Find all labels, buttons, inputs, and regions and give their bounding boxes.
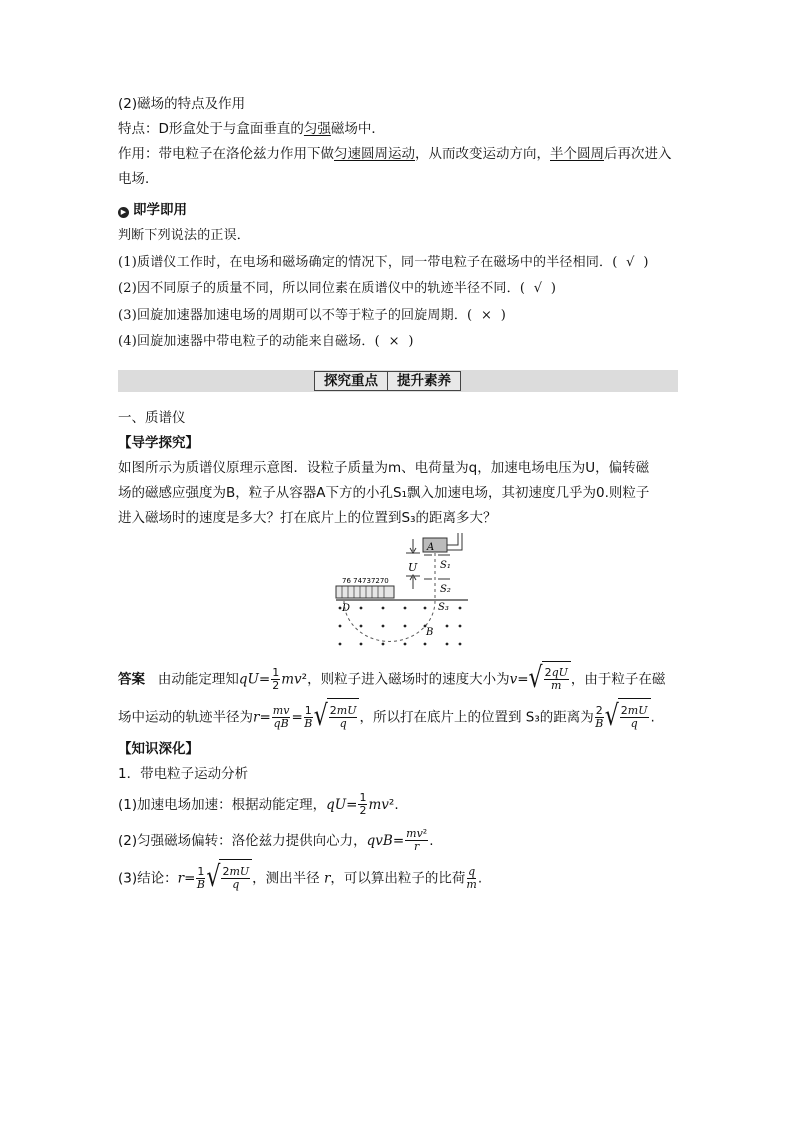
judge-item: (2)因不同原子的质量不同，所以同位素在质谱仪中的轨迹半径不同．( √ ) — [118, 281, 557, 296]
judge-list — [118, 223, 678, 356]
label-a: A — [427, 541, 435, 553]
judge-item: (1)质谱仪工作时，在电场和磁场确定的情况下，同一带电粒子在磁场中的半径相同．( √ ) — [118, 254, 649, 270]
pipe — [447, 533, 462, 550]
banner-left: 探究重点 — [324, 372, 378, 389]
judge-item: (4)回旋加速器中带电粒子的动能来自磁场．( × ) — [118, 334, 414, 349]
question-line: 如图所示为质谱仪原理示意图．设粒子质量为m、电荷量为q，加速电场电压为U，偏转磁 — [118, 459, 650, 476]
judge-intro: 判断下列说法的正误． — [118, 228, 251, 243]
knowledge-p2: (2)匀强磁场偏转：洛伦兹力提供向心力，qvB= $\frac{\text{mv²}}{r}$ . — [118, 827, 434, 853]
section-banner — [118, 370, 678, 392]
judge-item: (3)回旋加速器加速电场的周期可以不等于粒子的回旋周期．( × ) — [118, 307, 507, 323]
question-line: 进入磁场时的速度是多大？打在底片上的位置到S₃的距离多大？ — [118, 509, 497, 526]
mass-spectrometer-figure — [118, 531, 678, 661]
practice-heading: ▶ 即学即用 — [118, 198, 678, 223]
answer-tag: 答案 — [118, 671, 145, 687]
page-content — [118, 92, 678, 898]
answer-block: 答案 由动能定理知qU= $\frac{1}{2}$ mv²，则粒子进入磁场时的速度大小为v= √ $\frac{2qU}{m}$ ，由于粒子在磁 场中运动的轨迹半径为r= $\frac{mv}{qB}$ = $\frac{1}{B}$ √ $\frac{2mU}{q}$ ，所以打在底片上的位置到 S₃的距离为 $\frac{2}{B}$ √ $\frac{2mU}{q}$ . — [118, 661, 678, 737]
label-b: B — [426, 626, 434, 638]
effect-paragraph: 作用：带电粒子在洛伦兹力作用下做匀速圆周运动，从而改变运动方向，半个圆周后再次进入电场． — [118, 146, 672, 187]
section-title: (2)磁场的特点及作用 — [118, 96, 246, 112]
label-u: U — [408, 560, 418, 574]
knowledge-sub: 1．带电粒子运动分析 — [118, 765, 249, 782]
knowledge-p3: (3)结论：r= $\frac{1}{B}$ √ $\frac{2mU}{q}$ ，测出半径 r，可以算出粒子的比荷 $\frac{q}{m}$ . — [118, 859, 678, 898]
part-title: 一、质谱仪 — [118, 409, 186, 426]
label-d: D — [342, 602, 351, 614]
trajectory — [344, 601, 435, 641]
knowledge-p1: (1)加速电场加速：根据动能定理，qU= $\frac{1}{2}$ mv². — [118, 791, 399, 817]
figure-svg — [118, 531, 678, 661]
scale-label: 76 74737270 — [342, 576, 389, 585]
feature-line: 特点：D形盒处于与盒面垂直的匀强磁场中． — [118, 121, 385, 137]
knowledge-heading: 【知识深化】 — [118, 740, 199, 757]
label-s2: S₂ — [440, 583, 451, 595]
banner-right: 提升素养 — [387, 372, 460, 390]
play-icon: ▶ — [118, 207, 129, 218]
label-s3: S₃ — [438, 601, 449, 613]
guide-heading: 【导学探究】 — [118, 434, 199, 451]
question-line: 场的磁感应强度为B，粒子从容器A下方的小孔S₁飘入加速电场，其初速度几乎为0.则粒子 — [118, 484, 650, 501]
photo-plate — [336, 586, 394, 598]
label-s1: S₁ — [440, 559, 451, 571]
